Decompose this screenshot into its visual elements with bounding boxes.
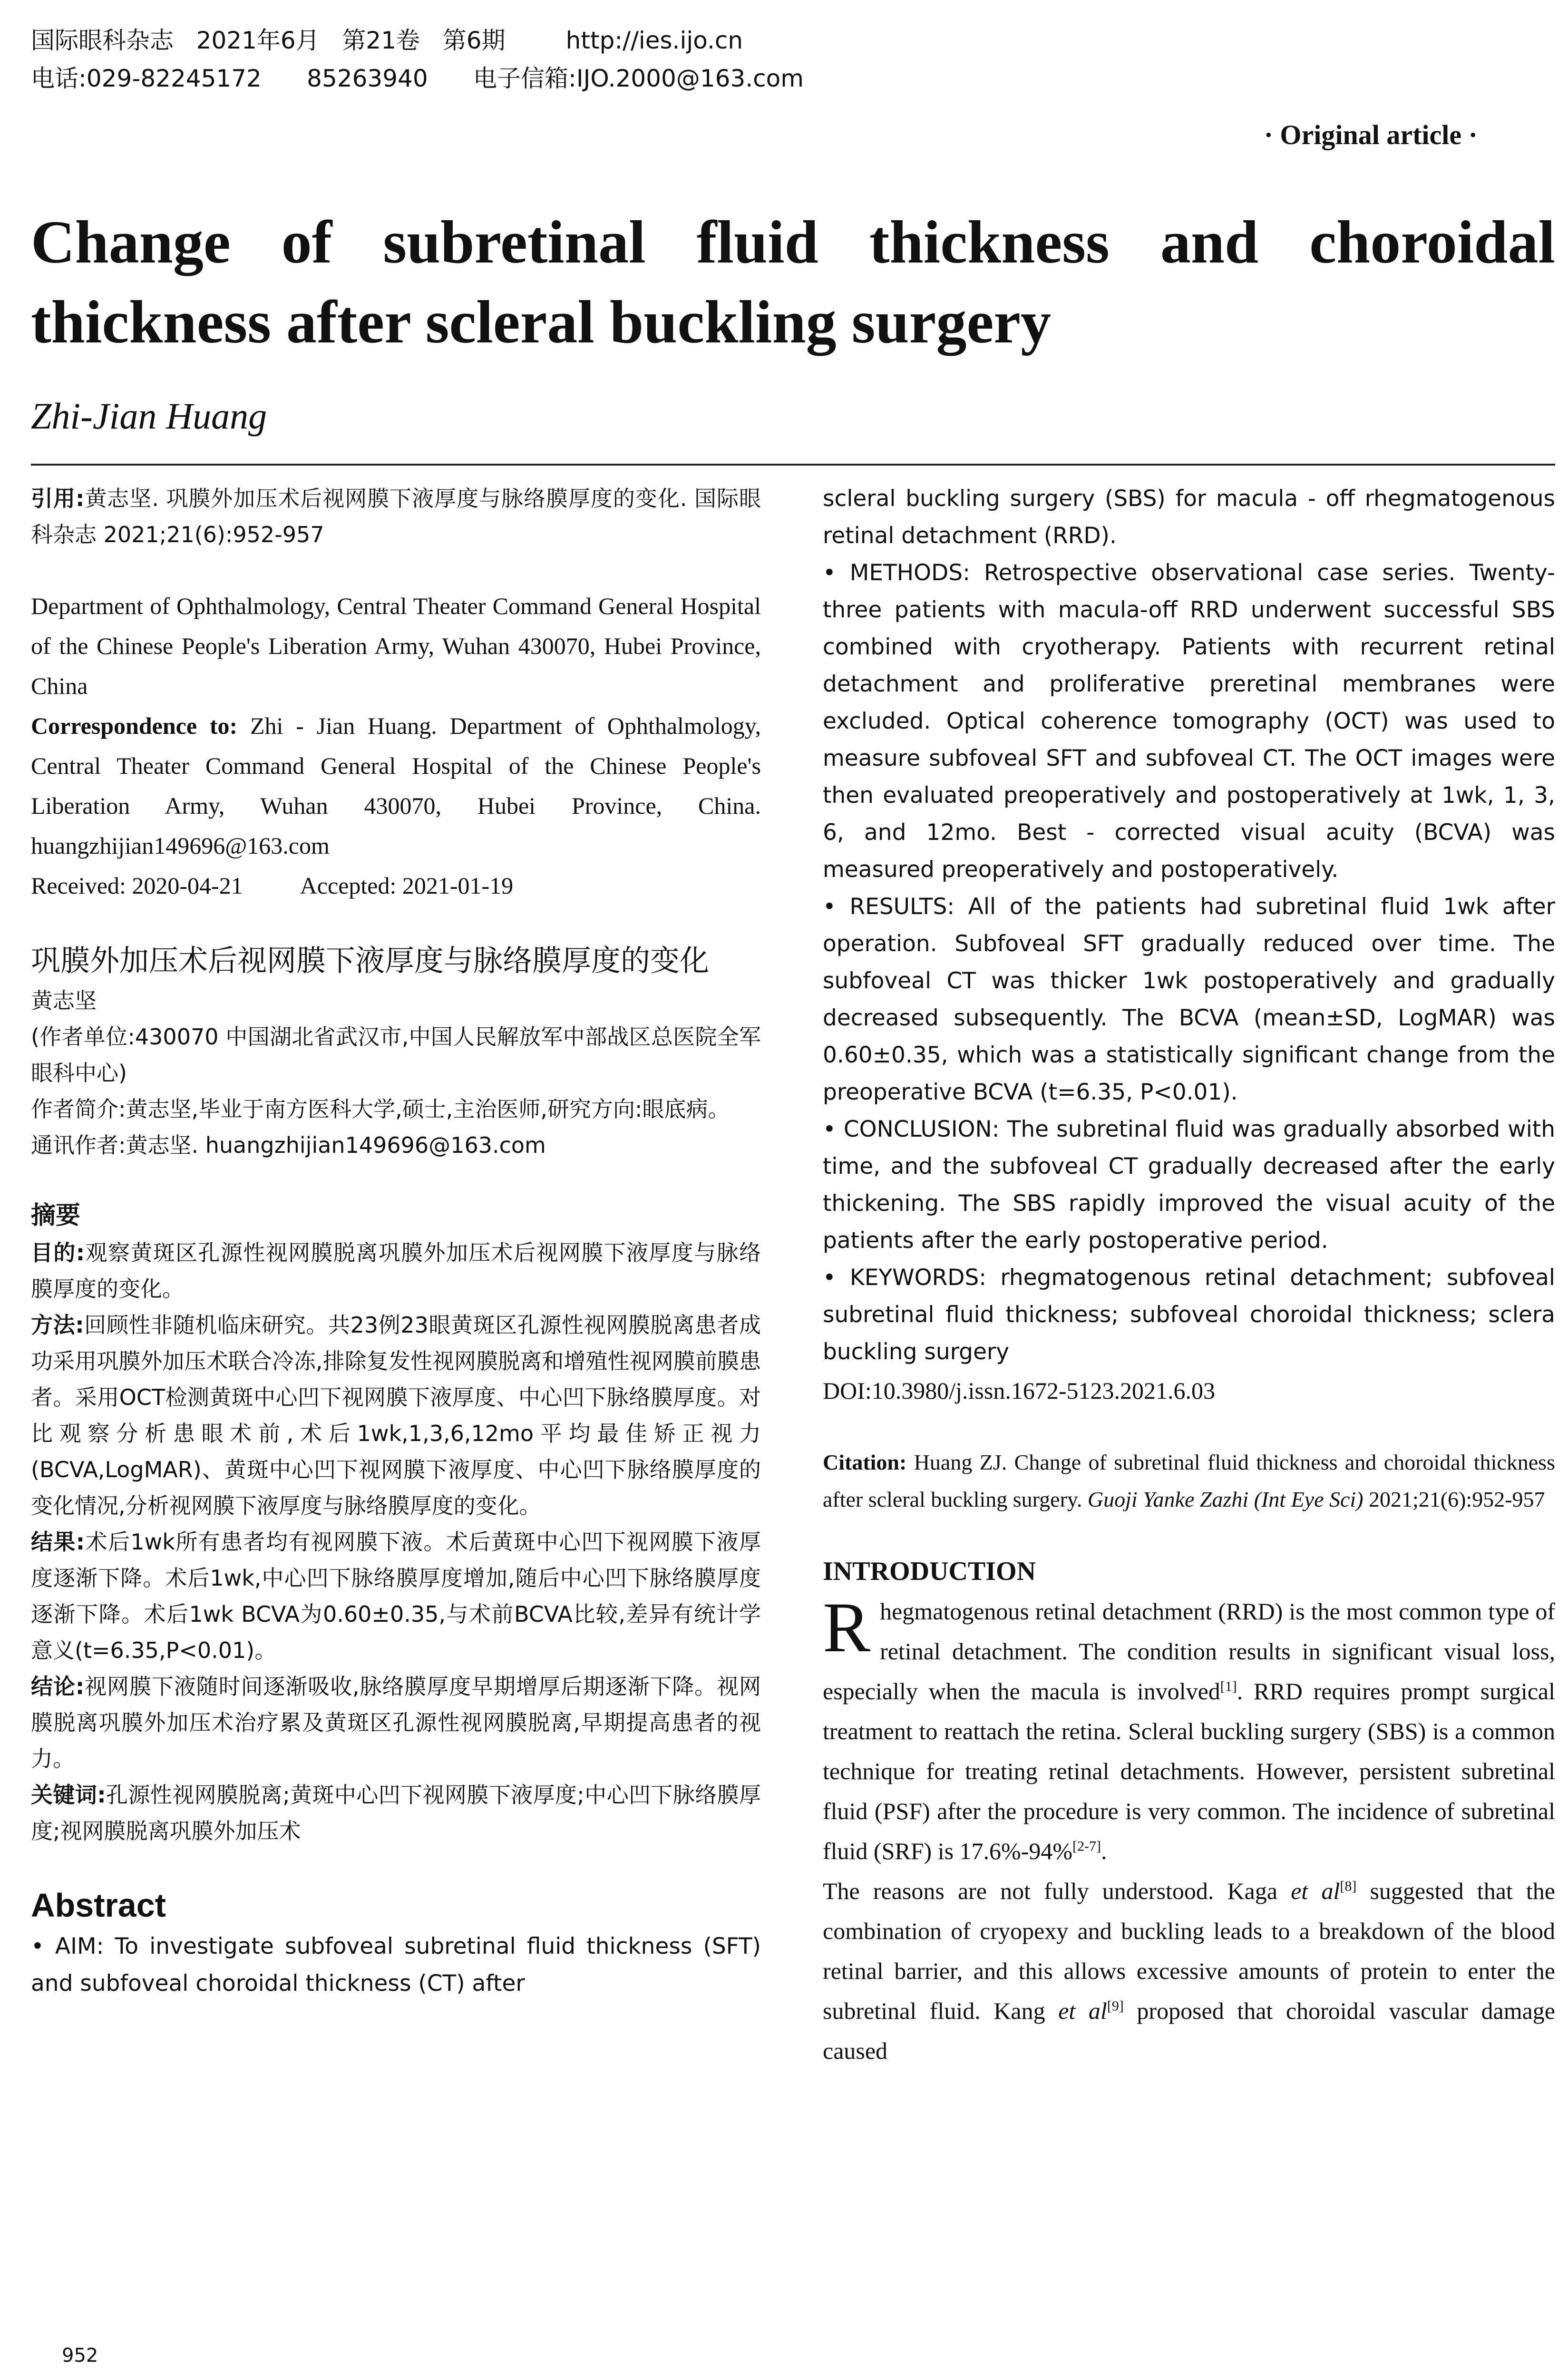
chinese-keywords-label: 关键词: (31, 1782, 106, 1808)
english-keywords: • KEYWORDS: rhegmatogenous retinal detachment; subfoveal subretinal fluid thickness; subfoveal choroidal thickness; sclera buckling surgery (823, 1265, 1555, 1365)
chinese-bio: 作者简介:黄志坚,毕业于南方医科大学,硕士,主治医师,研究方向:眼底病。 (31, 1096, 730, 1122)
intro-paragraph-2 (823, 1871, 1555, 2071)
article-type-label: · Original article · (1264, 119, 1478, 150)
journal-header-line-1: 国际眼科杂志 2021年6月 第21卷 第6期 http://ies.ijo.cn (31, 27, 743, 54)
reference-marker: [2-7] (1072, 1838, 1101, 1854)
cite-label: 引用: (31, 486, 85, 511)
citation (823, 1444, 1555, 1518)
cite-block (31, 480, 761, 553)
journal-header (31, 21, 1553, 97)
accepted-date: Accepted: 2021-01-19 (300, 872, 514, 899)
chinese-aim (31, 1235, 761, 1307)
article-author: Zhi-Jian Huang (31, 395, 267, 437)
chinese-aim-text: 观察黄斑区孔源性视网膜脱离巩膜外加压术后视网膜下液厚度与脉络膜厚度的变化。 (31, 1240, 761, 1302)
citation-text: Huang ZJ. Change of subretinal fluid thickness and choroidal thickness after scleral buckling surgery. (823, 1450, 1555, 1511)
et-al: et al (1291, 1878, 1340, 1904)
chinese-title: 巩膜外加压术后视网膜下液厚度与脉络膜厚度的变化 (31, 943, 710, 978)
chinese-unit: (作者单位:430070 中国湖北省武汉市,中国人民解放军中部战区总医院全军眼科中心) (31, 1024, 761, 1086)
english-aim: • AIM: To investigate subfoveal subretinal fluid thickness (SFT) and subfoveal choroidal thickness (CT) after (31, 1933, 761, 1997)
header-divider (31, 464, 1555, 466)
chinese-correspondence: 通讯作者:黄志坚. huangzhijian149696@163.com (31, 1132, 546, 1158)
reference-marker: [9] (1107, 1998, 1124, 2014)
dates (31, 866, 761, 906)
intro-p2-text-c: proposed that choroidal vascular damage caused (823, 1997, 1555, 2064)
chinese-methods (31, 1307, 761, 1524)
doi: DOI:10.3980/j.issn.1672-5123.2021.6.03 (823, 1377, 1215, 1404)
chinese-author: 黄志坚 (31, 988, 97, 1013)
affiliation: Department of Ophthalmology, Central Theater Command General Hospital of the Chinese People's Liberation Army, Wuhan 430070, Hubei Province, China (31, 593, 761, 699)
right-column (823, 480, 1555, 2071)
chinese-abstract-heading: 摘要 (31, 1201, 81, 1230)
chinese-results-text: 术后1wk所有患者均有视网膜下液。术后黄斑中心凹下视网膜下液厚度逐渐下降。术后1wk,中心凹下脉络膜厚度增加,随后中心凹下脉络膜厚度逐渐下降。术后1wk BCVA为0.60±0.35,与术前BCVA比较,差异有统计学意义(t=6.35,P<0.01)。 (31, 1529, 761, 1663)
et-al: et al (1058, 1997, 1107, 2024)
journal-header-line-2: 电话:029-82245172 85263940 电子信箱:IJO.2000@163.com (31, 65, 804, 92)
intro-paragraph-1 (823, 1588, 1555, 1871)
chinese-aim-label: 目的: (31, 1240, 85, 1266)
drop-cap: R (823, 1588, 871, 1667)
intro-p1-text-a: hegmatogenous retinal detachment (RRD) is the most common type of retinal detachment. The condition results in significant visual loss, especially when the macula is involved (823, 1598, 1555, 1705)
intro-p2-text-b: suggested that the combination of cryopexy and buckling leads to a breakdown of the blood retinal barrier, and this allows excessive amounts of protein to enter the subretinal fluid. Kang (823, 1878, 1555, 2024)
left-column (31, 480, 761, 2002)
english-methods: • METHODS: Retrospective observational case series. Twenty-three patients with macula-off RRD underwent successful SBS combined with cryotherapy. Patients with recurrent retinal detachment and proliferative preretinal membranes were excluded. Optical coherence tomography (OCT) was used to measure subfoveal SFT and subfoveal CT. The OCT images were then evaluated preoperatively and postoperatively at 1wk, 1, 3, 6, and 12mo. Best - corrected visual acuity (BCVA) was measured preoperatively and postoperatively. (823, 560, 1555, 883)
intro-p1-text-b: . RRD requires prompt surgical treatment to reattach the retina. Scleral buckling surgery (SBS) is a common technique for treating retinal detachments. However, persistent subretinal fluid (PSF) after the procedure is very common. The incidence of subretinal fluid (SRF) is 17.6%-94% (823, 1678, 1555, 1864)
english-results: • RESULTS: All of the patients had subretinal fluid 1wk after operation. Subfoveal SFT gradually reduced over time. The subfoveal CT was thicker 1wk postoperatively and gradually decreased subsequently. The BCVA (mean±SD, LogMAR) was 0.60±0.35, which was a statistically significant change from the preoperative BCVA (t=6.35, P<0.01). (823, 894, 1555, 1105)
article-title: Change of subretinal fluid thickness and choroidal thickness after scleral buckling surgery (31, 208, 1555, 356)
english-conclusion: • CONCLUSION: The subretinal fluid was gradually absorbed with time, and the subfoveal CT gradually decreased after the early thickening. The SBS rapidly improved the visual acuity of the patients after the early postoperative period. (823, 1116, 1555, 1254)
citation-label: Citation: (823, 1450, 907, 1474)
correspondence-label: Correspondence to: (31, 712, 238, 739)
chinese-results (31, 1524, 761, 1668)
correspondence-text: Zhi - Jian Huang. Department of Ophthalmology, Central Theater Command General Hospital of the Chinese People's Liberation Army, Wuhan 430070, Hubei Province, China. huangzhijian149696@163.com (31, 712, 761, 859)
reference-marker: [1] (1220, 1678, 1237, 1695)
chinese-keywords (31, 1777, 761, 1849)
reference-marker: [8] (1340, 1878, 1357, 1894)
citation-journal: Guoji Yanke Zazhi (Int Eye Sci) (1087, 1487, 1363, 1511)
chinese-conclusion (31, 1668, 761, 1777)
citation-text-end: 2021;21(6):952-957 (1363, 1487, 1545, 1511)
page-number: 952 (62, 2345, 98, 2367)
introduction-heading: INTRODUCTION (823, 1557, 1036, 1586)
english-aim-continued: scleral buckling surgery (SBS) for macula - off rhegmatogenous retinal detachment (RRD). (823, 486, 1555, 549)
correspondence (31, 706, 761, 866)
chinese-conclusion-text: 视网膜下液随时间逐渐吸收,脉络膜厚度早期增厚后期逐渐下降。视网膜脱离巩膜外加压术治疗累及黄斑区孔源性视网膜脱离,早期提高患者的视力。 (31, 1674, 761, 1772)
english-abstract-heading: Abstract (31, 1887, 166, 1924)
chinese-keywords-text: 孔源性视网膜脱离;黄斑中心凹下视网膜下液厚度;中心凹下脉络膜厚度;视网膜脱离巩膜外加压术 (31, 1782, 761, 1844)
chinese-conclusion-label: 结论: (31, 1674, 85, 1699)
chinese-results-label: 结果: (31, 1529, 85, 1555)
received-date: Received: 2020-04-21 (31, 872, 243, 899)
chinese-methods-text: 回顾性非随机临床研究。共23例23眼黄斑区孔源性视网膜脱离患者成功采用巩膜外加压术联合冷冻,排除复发性视网膜脱离和增殖性视网膜前膜患者。采用OCT检测黄斑中心凹下视网膜下液厚度、中心凹下脉络膜厚度。对比观察分析患眼术前,术后1wk,1,3,6,12mo平均最佳矫正视力(BCVA,LogMAR)、黄斑中心凹下视网膜下液厚度、中心凹下脉络膜厚度的变化情况,分析视网膜下液厚度与脉络膜厚度的变化。 (31, 1312, 761, 1519)
intro-p1-text-c: . (1101, 1838, 1107, 1864)
chinese-methods-label: 方法: (31, 1312, 84, 1338)
intro-p2-text-a: The reasons are not fully understood. Kaga (823, 1878, 1291, 1904)
cite-text: 黄志坚. 巩膜外加压术后视网膜下液厚度与脉络膜厚度的变化. 国际眼科杂志 2021;21(6):952-957 (31, 486, 761, 547)
